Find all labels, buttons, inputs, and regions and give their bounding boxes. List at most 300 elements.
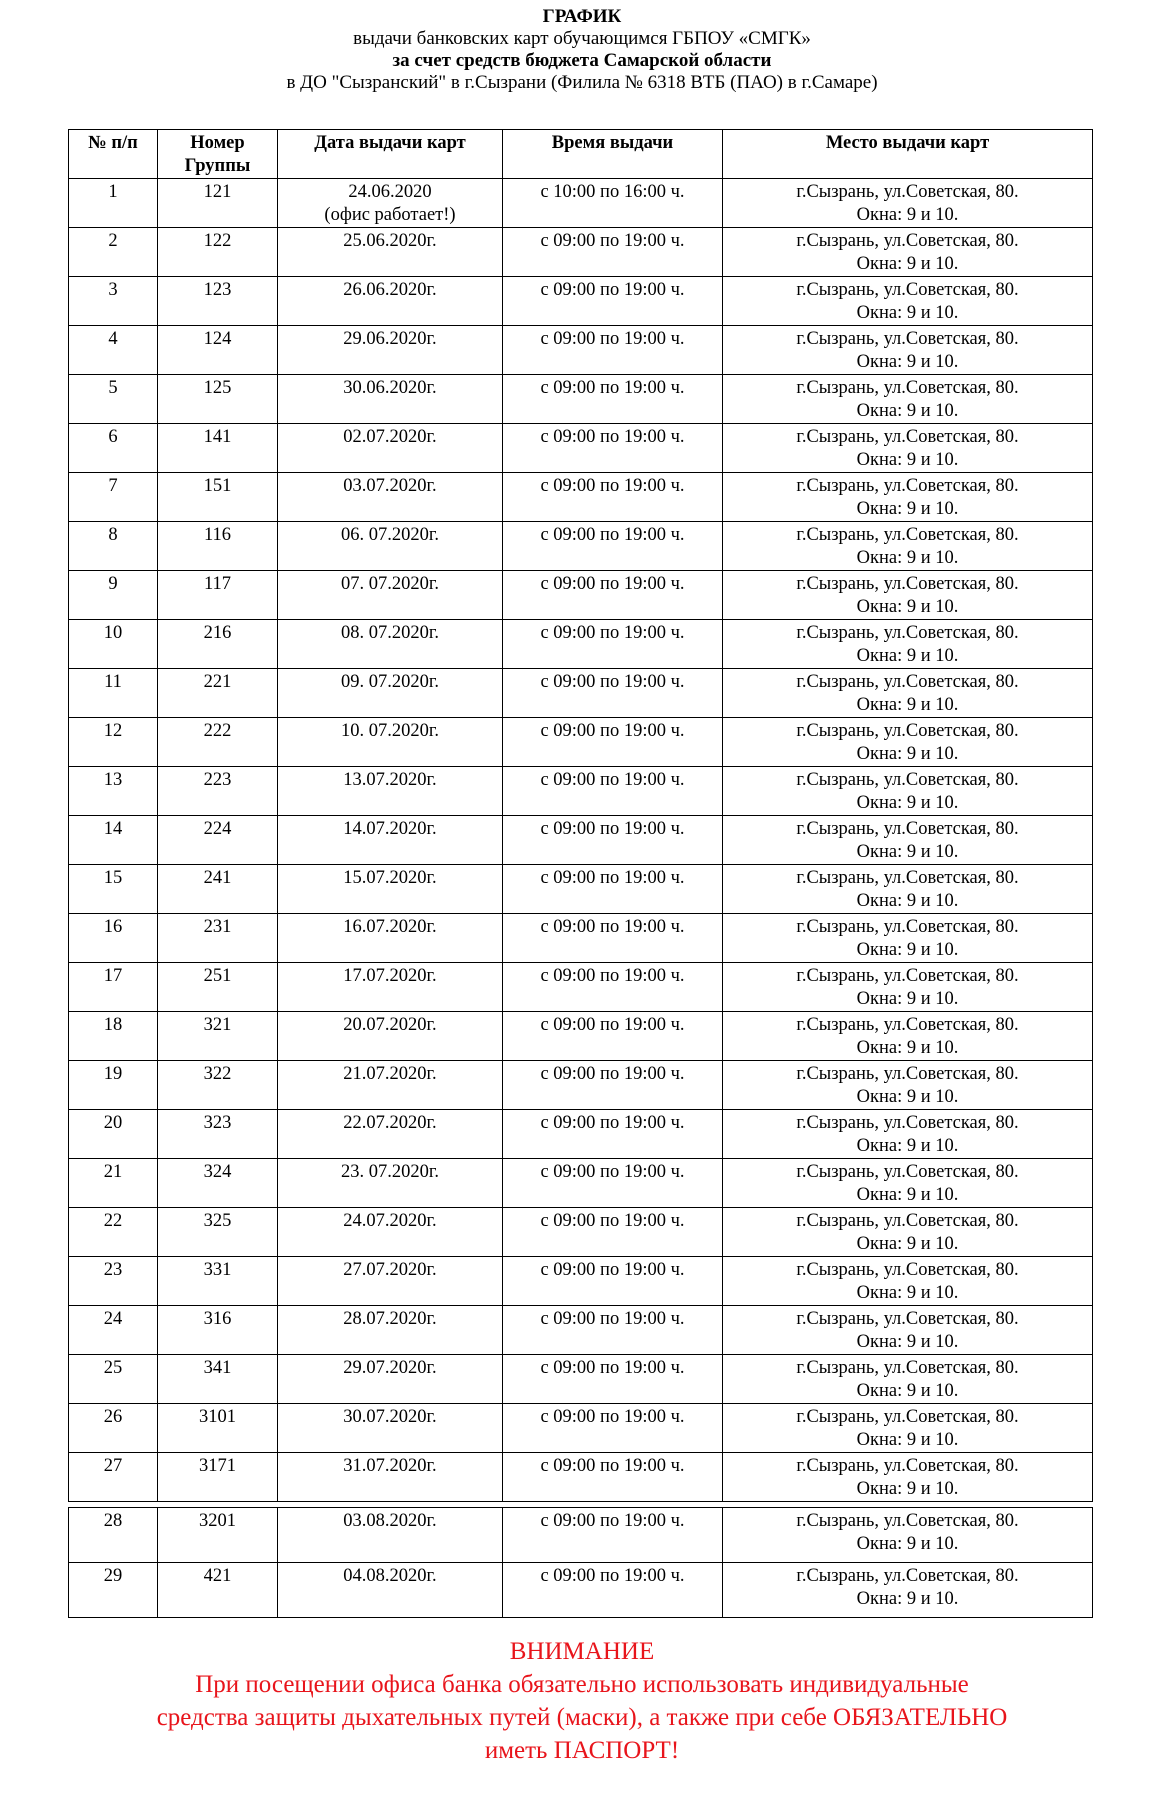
cell-place-text: г.Сызрань, ул.Советская, 80. (796, 672, 1019, 692)
cell-place-text: г.Сызрань, ул.Советская, 80. (796, 1456, 1019, 1476)
cell-group-text: 121 (203, 182, 232, 202)
cell-time-text: с 09:00 по 19:00 ч. (540, 1260, 685, 1280)
cell-place-text: г.Сызрань, ул.Советская, 80. (796, 1260, 1019, 1280)
cell-number (69, 1508, 158, 1563)
cell-place (723, 718, 1093, 767)
table-row (69, 1208, 1093, 1257)
cell-number-text: 25 (103, 1358, 123, 1378)
cell-date-text: 02.07.2020г. (343, 427, 437, 447)
cell-group-text: 251 (203, 966, 232, 986)
cell-place (723, 277, 1093, 326)
cell-time (503, 865, 723, 914)
cell-place-text: г.Сызрань, ул.Советская, 80. (796, 427, 1019, 447)
cell-date-text: 09. 07.2020г. (340, 672, 439, 692)
cell-time (503, 1110, 723, 1159)
cell-place-text: Окна: 9 и 10. (856, 744, 959, 764)
table-row (69, 865, 1093, 914)
cell-time-text: с 09:00 по 19:00 ч. (540, 1309, 685, 1329)
cell-number (69, 963, 158, 1012)
cell-number (69, 277, 158, 326)
column-header-place: Место выдачи карт (723, 130, 1093, 179)
cell-date-text: 13.07.2020г. (343, 770, 437, 790)
cell-date (278, 1508, 503, 1563)
cell-number-text: 14 (103, 819, 123, 839)
table-row (69, 816, 1093, 865)
cell-place-text: Окна: 9 и 10. (856, 646, 959, 666)
cell-place (723, 179, 1093, 228)
cell-group (158, 1563, 278, 1618)
cell-place (723, 1563, 1093, 1618)
table-row (69, 1563, 1093, 1618)
cell-time (503, 1453, 723, 1502)
table-row (69, 1306, 1093, 1355)
cell-number (69, 375, 158, 424)
schedule-table-body (69, 179, 1093, 1502)
cell-date-text: 07. 07.2020г. (340, 574, 439, 594)
cell-place-text: Окна: 9 и 10. (856, 1534, 959, 1554)
cell-number-text: 15 (103, 868, 123, 888)
cell-place-text: г.Сызрань, ул.Советская, 80. (796, 525, 1019, 545)
cell-date (278, 522, 503, 571)
cell-place (723, 1159, 1093, 1208)
cell-place-text: Окна: 9 и 10. (856, 352, 959, 372)
cell-place-text: г.Сызрань, ул.Советская, 80. (796, 574, 1019, 594)
cell-date (278, 1012, 503, 1061)
cell-place-text: г.Сызрань, ул.Советская, 80. (796, 1211, 1019, 1231)
cell-group-text: 3201 (199, 1511, 236, 1531)
cell-date-text: 22.07.2020г. (343, 1113, 437, 1133)
cell-time-text: с 10:00 по 16:00 ч. (540, 182, 685, 202)
cell-place-text: г.Сызрань, ул.Советская, 80. (796, 1064, 1019, 1084)
cell-number (69, 718, 158, 767)
cell-time (503, 620, 723, 669)
cell-place (723, 1306, 1093, 1355)
cell-time-text: с 09:00 по 19:00 ч. (540, 525, 685, 545)
cell-place-text: Окна: 9 и 10. (856, 1381, 959, 1401)
cell-time-text: с 09:00 по 19:00 ч. (540, 623, 685, 643)
table-row (69, 767, 1093, 816)
cell-group (158, 620, 278, 669)
cell-time-text: с 09:00 по 19:00 ч. (540, 672, 685, 692)
cell-number (69, 1061, 158, 1110)
cell-place-text: г.Сызрань, ул.Советская, 80. (796, 1407, 1019, 1427)
notice-line-2: средства защиты дыхательных путей (маски), а также при себе ОБЯЗАТЕЛЬНО (156, 1704, 1008, 1731)
cell-place-text: г.Сызрань, ул.Советская, 80. (796, 1511, 1019, 1531)
cell-group (158, 767, 278, 816)
cell-time-text: с 09:00 по 19:00 ч. (540, 917, 685, 937)
cell-group (158, 963, 278, 1012)
cell-number-text: 23 (103, 1260, 123, 1280)
table-row (69, 1355, 1093, 1404)
cell-number (69, 326, 158, 375)
cell-time-text: с 09:00 по 19:00 ч. (540, 868, 685, 888)
cell-group (158, 179, 278, 228)
cell-number-text: 2 (108, 231, 118, 251)
cell-time (503, 1012, 723, 1061)
cell-place-text: Окна: 9 и 10. (856, 793, 959, 813)
cell-group (158, 326, 278, 375)
cell-time-text: с 09:00 по 19:00 ч. (540, 1162, 685, 1182)
cell-date-text: 04.08.2020г. (343, 1566, 437, 1586)
cell-group (158, 571, 278, 620)
cell-group (158, 1453, 278, 1502)
cell-place (723, 1453, 1093, 1502)
cell-group (158, 1159, 278, 1208)
cell-time-text: с 09:00 по 19:00 ч. (540, 1407, 685, 1427)
table-row (69, 375, 1093, 424)
cell-group (158, 375, 278, 424)
table-row (69, 179, 1093, 228)
cell-place-text: Окна: 9 и 10. (856, 1589, 959, 1609)
cell-place-text: Окна: 9 и 10. (856, 1430, 959, 1450)
cell-group-text: 325 (203, 1211, 232, 1231)
cell-place (723, 326, 1093, 375)
cell-group (158, 277, 278, 326)
cell-number (69, 1563, 158, 1618)
cell-place (723, 522, 1093, 571)
cell-number (69, 1012, 158, 1061)
cell-place (723, 963, 1093, 1012)
subtitle-line-1: выдачи банковских карт обучающимся ГБПОУ «СМГК» (353, 28, 811, 49)
cell-time-text: с 09:00 по 19:00 ч. (540, 1113, 685, 1133)
schedule-table-continued (68, 1507, 1093, 1618)
cell-date-text: 21.07.2020г. (343, 1064, 437, 1084)
cell-group (158, 1355, 278, 1404)
cell-place (723, 375, 1093, 424)
cell-time-text: с 09:00 по 19:00 ч. (540, 1511, 685, 1531)
cell-date (278, 1453, 503, 1502)
cell-time (503, 375, 723, 424)
cell-group-text: 141 (203, 427, 232, 447)
cell-number-text: 17 (103, 966, 123, 986)
table-row (69, 1453, 1093, 1502)
cell-place (723, 1110, 1093, 1159)
cell-date (278, 277, 503, 326)
table-row (69, 914, 1093, 963)
cell-group-text: 324 (203, 1162, 232, 1182)
cell-place (723, 1208, 1093, 1257)
cell-time (503, 669, 723, 718)
cell-time-text: с 09:00 по 19:00 ч. (540, 1211, 685, 1231)
cell-date (278, 179, 503, 228)
cell-number-text: 6 (108, 427, 118, 447)
cell-place-text: Окна: 9 и 10. (856, 450, 959, 470)
cell-number-text: 13 (103, 770, 123, 790)
cell-number (69, 1208, 158, 1257)
cell-time (503, 1563, 723, 1618)
column-header-group: Номер Группы (158, 130, 278, 179)
cell-date-text: 16.07.2020г. (343, 917, 437, 937)
cell-time (503, 1508, 723, 1563)
cell-place-text: г.Сызрань, ул.Советская, 80. (796, 1566, 1019, 1586)
cell-place-text: Окна: 9 и 10. (856, 401, 959, 421)
cell-place (723, 1061, 1093, 1110)
cell-group (158, 1508, 278, 1563)
cell-place (723, 816, 1093, 865)
cell-number-text: 7 (108, 476, 118, 496)
cell-date (278, 865, 503, 914)
cell-time-text: с 09:00 по 19:00 ч. (540, 1064, 685, 1084)
cell-number (69, 1404, 158, 1453)
cell-group (158, 1404, 278, 1453)
cell-place-text: г.Сызрань, ул.Советская, 80. (796, 623, 1019, 643)
cell-date-text: 08. 07.2020г. (340, 623, 439, 643)
cell-group (158, 816, 278, 865)
cell-place (723, 1257, 1093, 1306)
cell-date (278, 914, 503, 963)
cell-number-text: 21 (103, 1162, 123, 1182)
cell-group-text: 231 (203, 917, 232, 937)
cell-number-text: 22 (103, 1211, 123, 1231)
cell-date-text: 10. 07.2020г. (340, 721, 439, 741)
cell-group-text: 223 (203, 770, 232, 790)
cell-time-text: с 09:00 по 19:00 ч. (540, 280, 685, 300)
cell-number (69, 522, 158, 571)
cell-date-text: 31.07.2020г. (343, 1456, 437, 1476)
table-row (69, 718, 1093, 767)
cell-date (278, 1306, 503, 1355)
table-row (69, 522, 1093, 571)
cell-group-text: 125 (203, 378, 232, 398)
cell-number (69, 865, 158, 914)
cell-time (503, 473, 723, 522)
cell-number (69, 914, 158, 963)
cell-group (158, 473, 278, 522)
cell-group-text: 117 (203, 574, 232, 594)
cell-place (723, 914, 1093, 963)
notice-line-1: При посещении офиса банка обязательно использовать индивидуальные (195, 1671, 969, 1698)
table-row (69, 473, 1093, 522)
cell-number (69, 1306, 158, 1355)
cell-number (69, 767, 158, 816)
cell-place-text: Окна: 9 и 10. (856, 303, 959, 323)
cell-place (723, 1355, 1093, 1404)
cell-date (278, 1404, 503, 1453)
column-header-time: Время выдачи (503, 130, 723, 179)
cell-place-text: г.Сызрань, ул.Советская, 80. (796, 868, 1019, 888)
cell-group-text: 323 (203, 1113, 232, 1133)
cell-date (278, 1355, 503, 1404)
cell-number-text: 26 (103, 1407, 123, 1427)
cell-time (503, 1061, 723, 1110)
cell-number (69, 620, 158, 669)
subtitle-line-2: за счет средств бюджета Самарской области (392, 50, 772, 71)
notice-line-3: иметь ПАСПОРТ! (484, 1737, 680, 1764)
cell-date (278, 1110, 503, 1159)
cell-number-text: 3 (108, 280, 118, 300)
cell-time-text: с 09:00 по 19:00 ч. (540, 819, 685, 839)
cell-date-text: 15.07.2020г. (343, 868, 437, 888)
cell-date (278, 571, 503, 620)
table-row (69, 1257, 1093, 1306)
cell-number (69, 424, 158, 473)
cell-number (69, 571, 158, 620)
cell-place (723, 865, 1093, 914)
cell-place (723, 669, 1093, 718)
cell-number-text: 10 (103, 623, 123, 643)
cell-date-text: 26.06.2020г. (343, 280, 437, 300)
cell-place-text: Окна: 9 и 10. (856, 1136, 959, 1156)
cell-place-text: Окна: 9 и 10. (856, 940, 959, 960)
cell-time (503, 914, 723, 963)
cell-date-text: 29.07.2020г. (343, 1358, 437, 1378)
cell-number-text: 11 (104, 672, 122, 692)
cell-time-text: с 09:00 по 19:00 ч. (540, 1358, 685, 1378)
cell-date (278, 424, 503, 473)
cell-time-text: с 09:00 по 19:00 ч. (540, 966, 685, 986)
cell-number (69, 473, 158, 522)
cell-group-text: 116 (203, 525, 232, 545)
cell-date-text: 27.07.2020г. (343, 1260, 437, 1280)
cell-place-text: Окна: 9 и 10. (856, 254, 959, 274)
table-row (69, 669, 1093, 718)
table-header-row (69, 130, 1093, 179)
cell-place (723, 1404, 1093, 1453)
cell-group (158, 1257, 278, 1306)
cell-time (503, 424, 723, 473)
cell-time-text: с 09:00 по 19:00 ч. (540, 1456, 685, 1476)
cell-time-text: с 09:00 по 19:00 ч. (540, 1015, 685, 1035)
cell-date-text: 06. 07.2020г. (340, 525, 439, 545)
cell-place (723, 228, 1093, 277)
cell-place-text: Окна: 9 и 10. (856, 695, 959, 715)
table-row (69, 424, 1093, 473)
cell-time (503, 1306, 723, 1355)
cell-number (69, 1257, 158, 1306)
cell-group-text: 241 (203, 868, 232, 888)
cell-group-text: 321 (203, 1015, 232, 1035)
cell-number (69, 1159, 158, 1208)
cell-group (158, 1012, 278, 1061)
cell-place-text: г.Сызрань, ул.Советская, 80. (796, 329, 1019, 349)
cell-date (278, 375, 503, 424)
cell-date (278, 963, 503, 1012)
cell-date (278, 1061, 503, 1110)
cell-group (158, 228, 278, 277)
column-header-number: № п/п (69, 130, 158, 179)
cell-group-text: 224 (203, 819, 232, 839)
cell-group-text: 221 (203, 672, 232, 692)
column-header-date: Дата выдачи карт (278, 130, 503, 179)
cell-place (723, 424, 1093, 473)
cell-date-text: 17.07.2020г. (343, 966, 437, 986)
cell-time (503, 1404, 723, 1453)
cell-place-text: г.Сызрань, ул.Советская, 80. (796, 182, 1019, 202)
cell-place-text: г.Сызрань, ул.Советская, 80. (796, 1358, 1019, 1378)
cell-place-text: Окна: 9 и 10. (856, 1283, 959, 1303)
cell-place-text: г.Сызрань, ул.Советская, 80. (796, 1015, 1019, 1035)
cell-group-text: 122 (203, 231, 232, 251)
cell-place-text: Окна: 9 и 10. (856, 989, 959, 1009)
cell-number-text: 12 (103, 721, 123, 741)
cell-time-text: с 09:00 по 19:00 ч. (540, 574, 685, 594)
cell-place-text: г.Сызрань, ул.Советская, 80. (796, 378, 1019, 398)
cell-place (723, 473, 1093, 522)
cell-group (158, 669, 278, 718)
cell-number-text: 29 (103, 1566, 123, 1586)
cell-time (503, 228, 723, 277)
cell-place (723, 571, 1093, 620)
cell-group (158, 522, 278, 571)
cell-date (278, 620, 503, 669)
cell-place-text: г.Сызрань, ул.Советская, 80. (796, 770, 1019, 790)
cell-number-text: 9 (108, 574, 118, 594)
cell-group-text: 124 (203, 329, 232, 349)
cell-time-text: с 09:00 по 19:00 ч. (540, 1566, 685, 1586)
cell-place-text: г.Сызрань, ул.Советская, 80. (796, 280, 1019, 300)
cell-number (69, 179, 158, 228)
cell-date (278, 718, 503, 767)
cell-date-text: 03.08.2020г. (343, 1511, 437, 1531)
attention-notice (0, 1635, 1164, 1767)
cell-group-text: 322 (203, 1064, 232, 1084)
cell-time (503, 326, 723, 375)
cell-group-text: 3171 (199, 1456, 236, 1476)
table-row (69, 1508, 1093, 1563)
cell-number (69, 669, 158, 718)
cell-time (503, 1355, 723, 1404)
table-row (69, 277, 1093, 326)
cell-place-text: Окна: 9 и 10. (856, 1479, 959, 1499)
cell-date-text: 23. 07.2020г. (340, 1162, 439, 1182)
cell-date-text: 25.06.2020г. (343, 231, 437, 251)
cell-group-text: 341 (203, 1358, 232, 1378)
cell-place-text: Окна: 9 и 10. (856, 1332, 959, 1352)
cell-date (278, 1257, 503, 1306)
cell-place (723, 1012, 1093, 1061)
cell-place-text: Окна: 9 и 10. (856, 1234, 959, 1254)
cell-date-text: 29.06.2020г. (343, 329, 437, 349)
cell-number-text: 18 (103, 1015, 123, 1035)
cell-date-text: (офис работает!) (324, 205, 456, 225)
cell-number (69, 816, 158, 865)
cell-time-text: с 09:00 по 19:00 ч. (540, 770, 685, 790)
table-row (69, 571, 1093, 620)
cell-number-text: 5 (108, 378, 118, 398)
cell-number-text: 20 (103, 1113, 123, 1133)
cell-group (158, 914, 278, 963)
cell-date-text: 30.07.2020г. (343, 1407, 437, 1427)
cell-number-text: 8 (108, 525, 118, 545)
cell-time (503, 1159, 723, 1208)
cell-time (503, 963, 723, 1012)
cell-date (278, 816, 503, 865)
cell-number (69, 1453, 158, 1502)
cell-date (278, 1563, 503, 1618)
cell-date (278, 669, 503, 718)
cell-time (503, 571, 723, 620)
cell-group (158, 1061, 278, 1110)
cell-date (278, 767, 503, 816)
cell-place-text: г.Сызрань, ул.Советская, 80. (796, 917, 1019, 937)
schedule-table-continued-body (69, 1508, 1093, 1618)
cell-place-text: Окна: 9 и 10. (856, 597, 959, 617)
cell-date-text: 24.07.2020г. (343, 1211, 437, 1231)
cell-time (503, 767, 723, 816)
notice-heading: ВНИМАНИЕ (509, 1638, 655, 1665)
cell-group-text: 123 (203, 280, 232, 300)
table-row (69, 963, 1093, 1012)
cell-group (158, 718, 278, 767)
cell-number-text: 24 (103, 1309, 123, 1329)
cell-date-text: 03.07.2020г. (343, 476, 437, 496)
cell-date-text: 14.07.2020г. (343, 819, 437, 839)
cell-place (723, 1508, 1093, 1563)
cell-place-text: Окна: 9 и 10. (856, 1185, 959, 1205)
cell-group-text: 216 (203, 623, 232, 643)
cell-time-text: с 09:00 по 19:00 ч. (540, 378, 685, 398)
cell-group (158, 1110, 278, 1159)
